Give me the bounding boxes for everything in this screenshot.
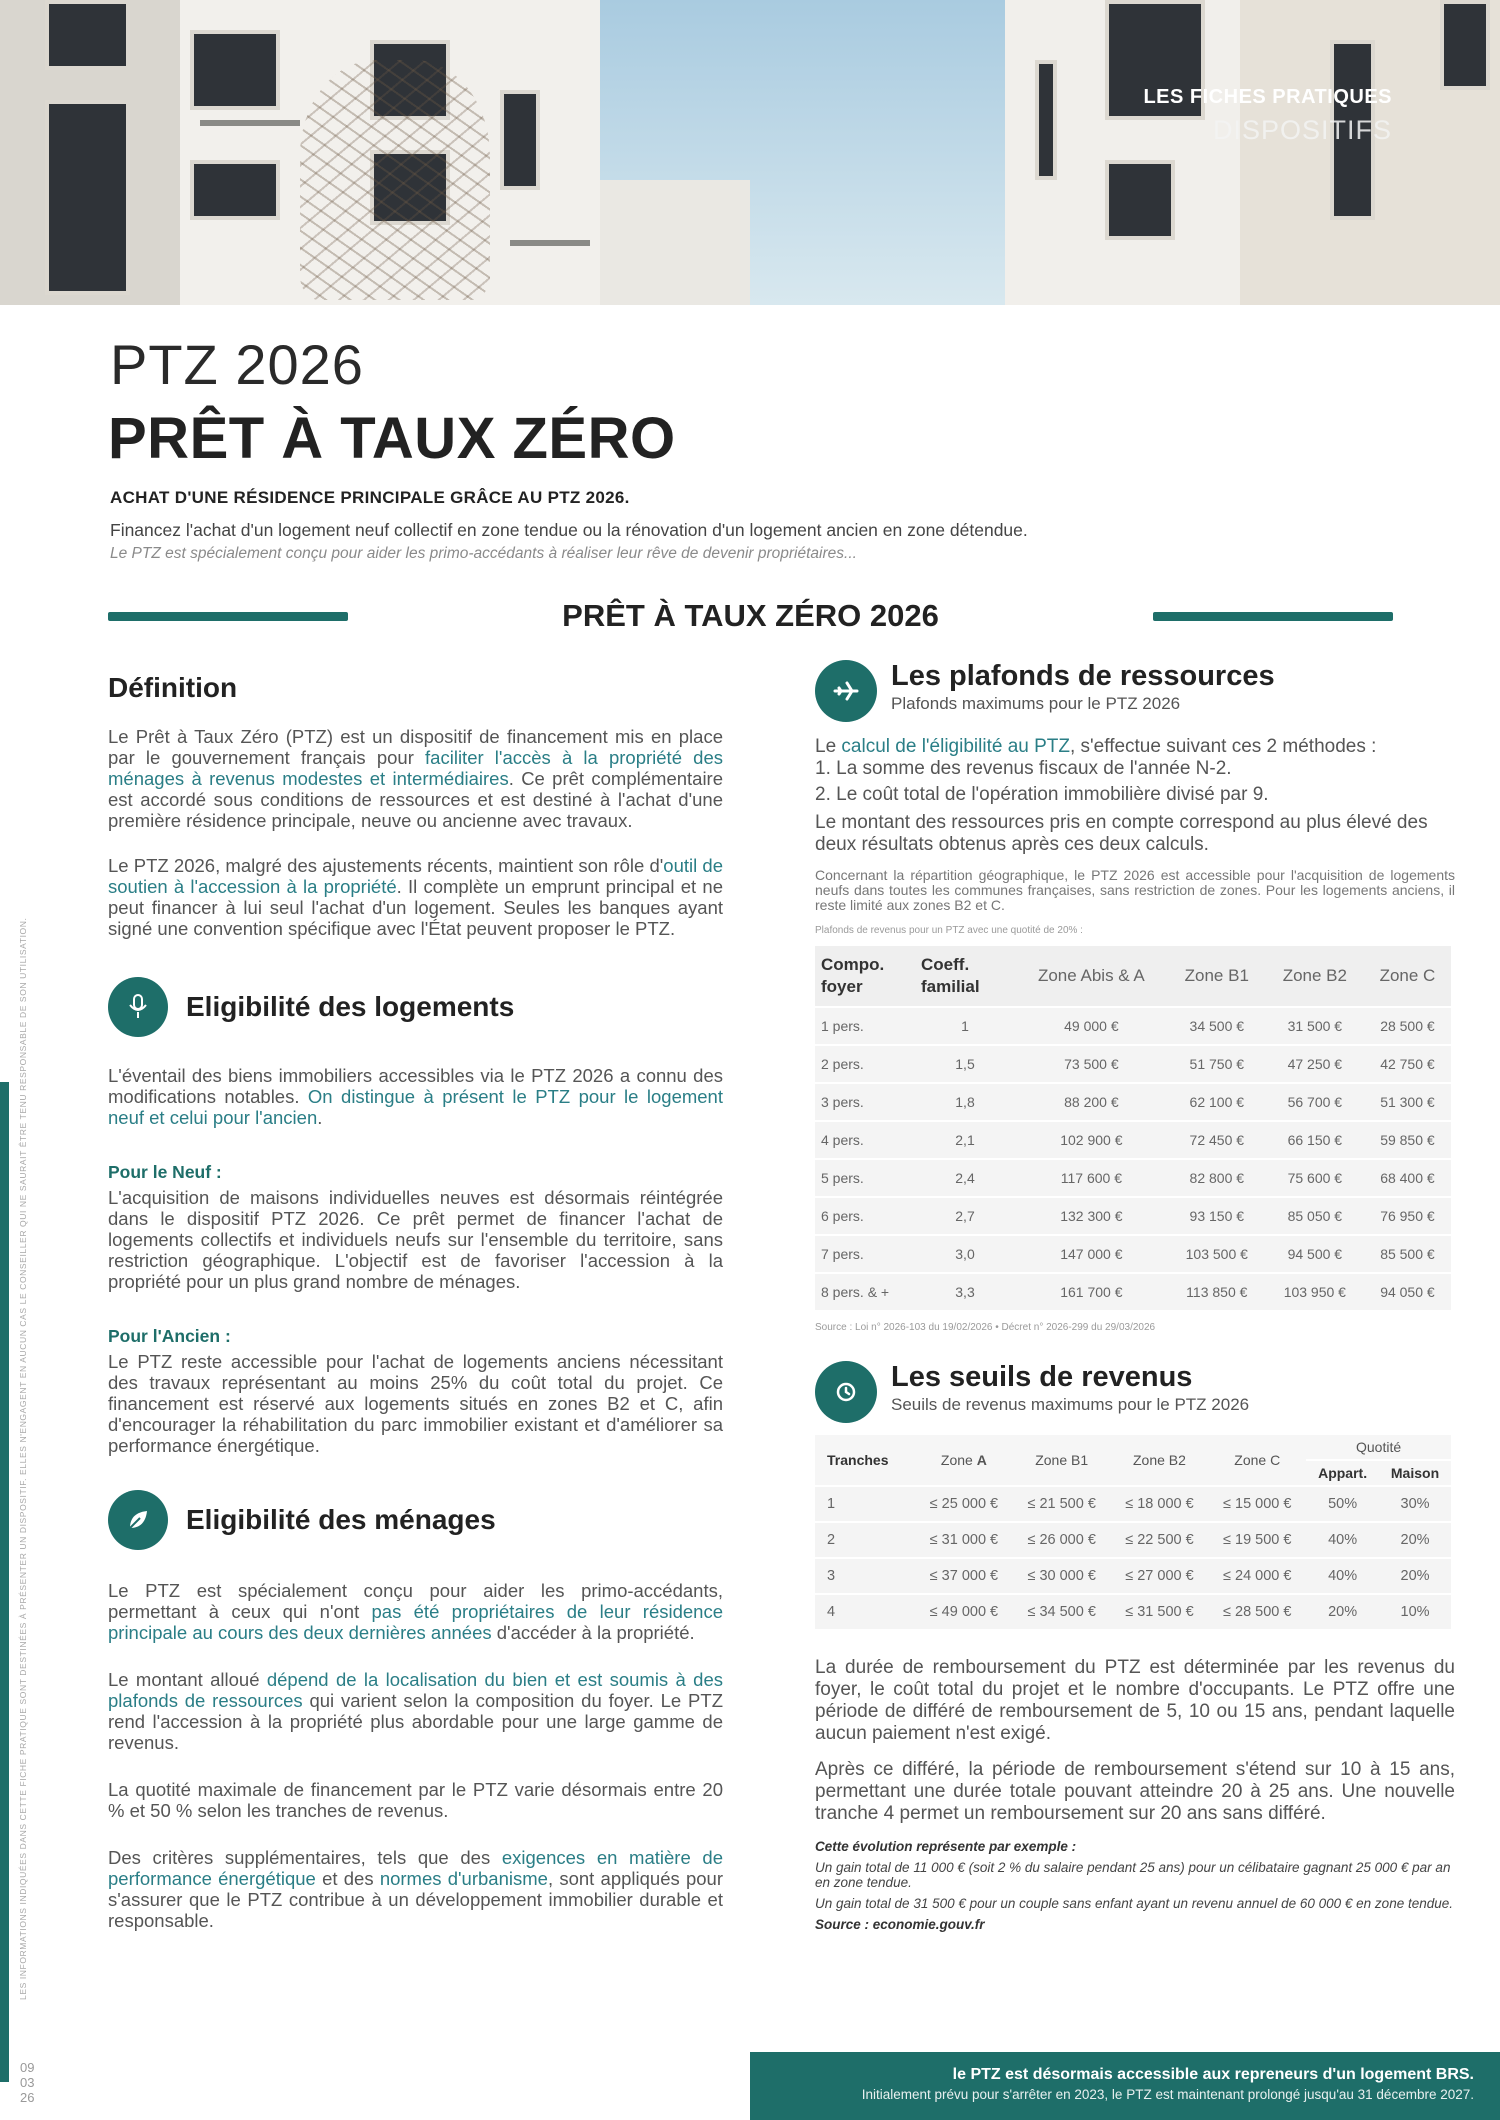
example-title: Cette évolution représente par exemple : [815, 1839, 1077, 1854]
neuf-title: Pour le Neuf : [108, 1162, 222, 1182]
th-compo: Compo. foyer [815, 946, 915, 1006]
cell: 8 pers. & + [815, 1274, 915, 1310]
text: Le Prêt à Taux Zéro (PTZ) est un dispositif de financement mis en place par le gouvernement français pour [108, 726, 723, 768]
seuils-header [815, 1361, 1455, 1423]
highlight-text: On distingue à présent le PTZ pour le logement neuf et celui pour l'ancien [108, 1086, 723, 1128]
cell: 2,1 [915, 1122, 1015, 1158]
seuils-table [815, 1433, 1451, 1631]
microphone-icon [108, 977, 168, 1037]
cell: ≤ 22 500 € [1111, 1523, 1209, 1557]
cell: 1 pers. [815, 1008, 915, 1044]
menages-header [108, 1490, 723, 1550]
menages-title: Eligibilité des ménages [186, 1504, 496, 1535]
plafonds-table-body [815, 1008, 1451, 1310]
cell: 50% [1306, 1487, 1379, 1521]
cell: 42 750 € [1364, 1046, 1451, 1082]
cell: 94 500 € [1266, 1236, 1364, 1272]
cell: 51 300 € [1364, 1084, 1451, 1120]
table-row [815, 1046, 1451, 1082]
cell: ≤ 21 500 € [1013, 1487, 1111, 1521]
cell: 2 [815, 1523, 915, 1557]
cell: 3 [815, 1559, 915, 1593]
cell: 40% [1306, 1523, 1379, 1557]
ancien-title: Pour l'Ancien : [108, 1326, 231, 1346]
cell: 40% [1306, 1559, 1379, 1593]
footer-text: Initialement prévu pour s'arrêter en 2023, le PTZ est maintenant prolongé jusqu'au 31 décembre 2027. [861, 2087, 1474, 2102]
seuils-paragraph-1: La durée de remboursement du PTZ est déterminée par les revenus du foyer, le coût total du projet et le nombre d'occupants. Le PTZ offre une période de différé de remboursement de 5, 10 ou 15 ans, pendant laquelle aucun paiement n'est exigé. [815, 1657, 1455, 1744]
cell: ≤ 15 000 € [1208, 1487, 1306, 1521]
th-zone-a: Zone Abis & A [1015, 946, 1168, 1006]
cell: 1 [915, 1008, 1015, 1044]
ancien-paragraph: Le PTZ reste accessible pour l'achat de logements anciens nécessitant des travaux représentant au moins 25% du coût total du projet. Ce financement est réservé aux logements situés en zones B2 et C, afin d'encourager la réhabilitation du parc immobilier existant et d'améliorer sa performance énergétique. [108, 1351, 723, 1456]
text: et des [315, 1868, 380, 1889]
left-column [108, 672, 723, 1931]
cell: 51 750 € [1168, 1046, 1266, 1082]
cell: 2,4 [915, 1160, 1015, 1196]
menages-paragraph-3: La quotité maximale de financement par le PTZ varie désormais entre 20 % et 50 % selon les tranches de revenus. [108, 1779, 723, 1821]
cell: 62 100 € [1168, 1084, 1266, 1120]
cell: 94 050 € [1364, 1274, 1451, 1310]
cell: 2 pers. [815, 1046, 915, 1082]
text: d'accéder à la propriété. [491, 1622, 695, 1643]
seuils-subtitle: Seuils de revenus maximums pour le PTZ 2026 [891, 1395, 1250, 1414]
plafonds-highlight: Le montant des ressources pris en compte correspond au plus élevé des deux résultats obtenus après ces deux calculs. [815, 812, 1428, 855]
cell: 88 200 € [1015, 1084, 1168, 1120]
plafonds-subtitle: Plafonds maximums pour le PTZ 2026 [891, 694, 1181, 713]
cell: 3,0 [915, 1236, 1015, 1272]
highlight-text: pas été propriétaires de leur résidence principale au cours des deux dernières années [108, 1601, 723, 1643]
text: Le montant alloué [108, 1669, 267, 1690]
cell: 34 500 € [1168, 1008, 1266, 1044]
text: L'éventail des biens immobiliers accessibles via le PTZ 2026 a connu des modifications notables. [108, 1065, 723, 1107]
hero-building-right [1240, 0, 1500, 305]
method-1: 1. La somme des revenus fiscaux de l'année N-2. [815, 758, 1232, 779]
table-row [815, 1198, 1451, 1234]
th-zone-b2: Zone B2 [1266, 946, 1364, 1006]
text: qui varient selon la composition du foyer. Le PTZ rend l'accession à la propriété plus abordable pour une large gamme de revenus. [108, 1690, 723, 1753]
series-tag-title: LES FICHES PRATIQUES [1143, 86, 1392, 108]
highlight-text: outil de soutien à l'accession à la propriété [108, 855, 724, 897]
section-band [108, 598, 1393, 638]
band-title: PRÊT À TAUX ZÉRO 2026 [562, 598, 939, 633]
text: . [317, 1107, 323, 1128]
th-zone-b1: Zone B1 [1013, 1435, 1111, 1485]
seuils-titles [891, 1361, 1249, 1415]
cell: 28 500 € [1364, 1008, 1451, 1044]
th-zone-c: Zone C [1364, 946, 1451, 1006]
neuf-paragraph: L'acquisition de maisons individuelles neuves est désormais réintégrée dans le dispositif PTZ 2026. Ce prêt permet de financer l'achat de logements collectifs et individuels neufs sur l'ensemble du territoire, sans restriction géographique. L'objectif est de favoriser l'accession à la propriété pour un plus grand nombre de ménages. [108, 1187, 723, 1292]
cell: ≤ 25 000 € [915, 1487, 1013, 1521]
side-disclaimer: LES INFORMATIONS INDIQUÉES DANS CETTE FICHE PRATIQUE SONT DESTINÉES À PRÉSENTER UN DISPOSITIF. ELLES N'ENGAGENT EN AUCUN CAS LE CONSEILLER QUI NE SAURAIT ÊTRE TENU RESPONSABLE DE SON UTILISATION. [18, 917, 28, 2000]
table-header-row-top [815, 1435, 1451, 1459]
method-2: 2. Le coût total de l'opération immobilière divisé par 9. [815, 784, 1269, 805]
text: . Il complète un emprunt principal et ne peut financer à lui seul l'achat d'un logement. Seules les banques ayant signé une convention spécifique avec l'État peuvent proposer le PTZ. [108, 876, 723, 939]
hero-image [0, 0, 1500, 305]
menages-paragraph-2 [108, 1669, 723, 1753]
menages-paragraph-4 [108, 1847, 723, 1931]
cell: 102 900 € [1015, 1122, 1168, 1158]
th-zone-b1: Zone B1 [1168, 946, 1266, 1006]
th-appart: Appart. [1306, 1461, 1379, 1485]
cell: 85 050 € [1266, 1198, 1364, 1234]
th-zone-a: Zone A [915, 1435, 1013, 1485]
cell: ≤ 31 000 € [915, 1523, 1013, 1557]
cell: 4 [815, 1595, 915, 1629]
th-tranches: Tranches [815, 1435, 915, 1485]
cell: 3,3 [915, 1274, 1015, 1310]
plafonds-source: Source : Loi n° 2026-103 du 19/02/2026 • Décret n° 2026-299 du 29/03/2026 [815, 1322, 1156, 1333]
table-header-row [815, 946, 1451, 1006]
text: Le [815, 736, 842, 757]
definition-paragraph-1 [108, 726, 723, 831]
cell: 85 500 € [1364, 1236, 1451, 1272]
table-row [815, 1559, 1451, 1593]
highlight-text: calcul de l'éligibilité au PTZ [841, 736, 1070, 757]
cell: 20% [1379, 1559, 1451, 1593]
cell: 20% [1379, 1523, 1451, 1557]
th-zone-b2: Zone B2 [1111, 1435, 1209, 1485]
right-column [815, 660, 1455, 1932]
cell: ≤ 28 500 € [1208, 1595, 1306, 1629]
cell: 75 600 € [1266, 1160, 1364, 1196]
cell: ≤ 49 000 € [915, 1595, 1013, 1629]
example-1: Un gain total de 11 000 € (soit 2 % du salaire pendant 25 ans) pour un célibataire gagnant 25 000 € par an en zone tendue. [815, 1860, 1451, 1890]
highlight-text: normes d'urbanisme [379, 1868, 548, 1889]
cell: ≤ 34 500 € [1013, 1595, 1111, 1629]
cell: 103 950 € [1266, 1274, 1364, 1310]
plafonds-titles [891, 660, 1275, 714]
highlight-text: dépend de la localisation du bien et est soumis à des plafonds de ressources [108, 1669, 723, 1711]
cell: 1,5 [915, 1046, 1015, 1082]
cell: 59 850 € [1364, 1122, 1451, 1158]
text: , sont appliqués pour s'assurer que le PTZ contribue à un développement immobilier durable et responsable. [108, 1868, 723, 1931]
table-row [815, 1487, 1451, 1521]
cell: ≤ 26 000 € [1013, 1523, 1111, 1557]
plafonds-header [815, 660, 1455, 722]
lead-italic: Le PTZ est spécialement conçu pour aider les primo-accédants à réaliser leur rêve de devenir propriétaires... [110, 545, 857, 562]
year-title: PTZ 2026 [110, 333, 364, 396]
plafonds-intro [815, 736, 1455, 758]
th-zone-a-label: A [976, 1452, 987, 1468]
text: . Ce prêt complémentaire est accordé sous conditions de ressources et est destiné à l'achat d'une première résidence principale, neuve ou ancienne avec travaux. [108, 768, 724, 831]
cell: 147 000 € [1015, 1236, 1168, 1272]
table-row [815, 1595, 1451, 1629]
hero-building-far [600, 180, 750, 305]
cell: 1,8 [915, 1084, 1015, 1120]
side-accent-bar [0, 1082, 9, 2082]
page-number-part: 26 [20, 2090, 35, 2105]
seuils-source: Source : economie.gouv.fr [815, 1917, 985, 1932]
definition-title: Définition [108, 672, 238, 703]
cell: 20% [1306, 1595, 1379, 1629]
leaf-icon [108, 1490, 168, 1550]
cell: 72 450 € [1168, 1122, 1266, 1158]
airplane-icon [815, 660, 877, 722]
table-row [815, 1084, 1451, 1120]
highlight-text: faciliter l'accès à la propriété des ménages à revenus modestes et intermédiaires [108, 747, 723, 789]
logements-paragraph [108, 1065, 723, 1128]
cell: 68 400 € [1364, 1160, 1451, 1196]
cell: 2,7 [915, 1198, 1015, 1234]
logements-title: Eligibilité des logements [186, 991, 515, 1022]
text: Le PTZ est spécialement conçu pour aider les primo-accédants, permettant à ceux qui n'ont [108, 1580, 723, 1622]
cell: 30% [1379, 1487, 1451, 1521]
cell: 47 250 € [1266, 1046, 1364, 1082]
seuils-title: Les seuils de revenus [891, 1361, 1193, 1393]
th-quotite: Quotité [1306, 1435, 1451, 1459]
hero-building-center-right [1005, 0, 1245, 305]
table-row [815, 1274, 1451, 1310]
cell: 82 800 € [1168, 1160, 1266, 1196]
th-coeff: Coeff. familial [915, 946, 1015, 1006]
cell: 76 950 € [1364, 1198, 1451, 1234]
hero-building-left [0, 0, 180, 305]
th-zone-c: Zone C [1208, 1435, 1306, 1485]
cell: 3 pers. [815, 1084, 915, 1120]
clock-icon [815, 1361, 877, 1423]
cell: 56 700 € [1266, 1084, 1364, 1120]
text: , s'effectue suivant ces 2 méthodes : [1070, 736, 1377, 757]
cell: 117 600 € [1015, 1160, 1168, 1196]
text: Le PTZ 2026, malgré des ajustements récents, maintient son rôle d' [108, 855, 664, 876]
cell: 6 pers. [815, 1198, 915, 1234]
footer-banner [750, 2052, 1500, 2120]
series-tag-category: DISPOSITIFS [1212, 115, 1392, 145]
seuils-table-body [815, 1487, 1451, 1629]
cell: 73 500 € [1015, 1046, 1168, 1082]
footer-title: le PTZ est désormais accessible aux repreneurs d'un logement BRS. [952, 2066, 1474, 2083]
series-tag [1143, 86, 1392, 146]
plafonds-table [815, 944, 1451, 1312]
table-row [815, 1523, 1451, 1557]
highlight-text: exigences en matière de performance énergétique [108, 1847, 723, 1889]
table-row [815, 1236, 1451, 1272]
cell: 132 300 € [1015, 1198, 1168, 1234]
cell: 31 500 € [1266, 1008, 1364, 1044]
cell: ≤ 24 000 € [1208, 1559, 1306, 1593]
cell: 5 pers. [815, 1160, 915, 1196]
cell: 103 500 € [1168, 1236, 1266, 1272]
geo-paragraph: Concernant la répartition géographique, le PTZ 2026 est accessible pour l'acquisition de logements neufs dans toutes les communes françaises, sans restriction de zones. Pour les logements anciens, il reste limité aux zones B2 et C. [815, 867, 1455, 913]
page-title: PRÊT À TAUX ZÉRO [108, 406, 676, 471]
cell: 113 850 € [1168, 1274, 1266, 1310]
cell: 1 [815, 1487, 915, 1521]
th-maison: Maison [1379, 1461, 1451, 1485]
page-number-part: 09 [20, 2060, 35, 2075]
cell: 93 150 € [1168, 1198, 1266, 1234]
cell: 7 pers. [815, 1236, 915, 1272]
cell: ≤ 18 000 € [1111, 1487, 1209, 1521]
table-caption: Plafonds de revenus pour un PTZ avec une quotité de 20% : [815, 925, 1083, 936]
table-row [815, 1122, 1451, 1158]
cell: 66 150 € [1266, 1122, 1364, 1158]
cell: 10% [1379, 1595, 1451, 1629]
band-bar-right [1153, 612, 1393, 621]
lead: Financez l'achat d'un logement neuf collectif en zone tendue ou la rénovation d'un logement ancien en zone détendue. [110, 520, 1028, 540]
cell: 49 000 € [1015, 1008, 1168, 1044]
cell: ≤ 31 500 € [1111, 1595, 1209, 1629]
cell: 4 pers. [815, 1122, 915, 1158]
page-number-part: 03 [20, 2075, 35, 2090]
table-row [815, 1008, 1451, 1044]
logements-header [108, 977, 723, 1037]
plafonds-title: Les plafonds de ressources [891, 660, 1275, 692]
table-row [815, 1160, 1451, 1196]
hero-tree [300, 60, 490, 300]
cell: ≤ 37 000 € [915, 1559, 1013, 1593]
text: Des critères supplémentaires, tels que des [108, 1847, 502, 1868]
definition-paragraph-2 [108, 855, 723, 939]
page-number [20, 2060, 34, 2105]
cell: 161 700 € [1015, 1274, 1168, 1310]
seuils-paragraph-2: Après ce différé, la période de remboursement s'étend sur 10 à 15 ans, permettant une durée totale pouvant atteindre 20 à 25 ans. Une nouvelle tranche 4 permet un remboursement sur 20 ans sans différé. [815, 1759, 1455, 1824]
cell: ≤ 30 000 € [1013, 1559, 1111, 1593]
example-2: Un gain total de 31 500 € pour un couple sans enfant ayant un revenu annuel de 60 000 € en zone tendue. [815, 1896, 1454, 1911]
cell: ≤ 27 000 € [1111, 1559, 1209, 1593]
kicker: ACHAT D'UNE RÉSIDENCE PRINCIPALE GRÂCE AU PTZ 2026. [110, 488, 630, 507]
cell: ≤ 19 500 € [1208, 1523, 1306, 1557]
menages-paragraph-1 [108, 1580, 723, 1643]
